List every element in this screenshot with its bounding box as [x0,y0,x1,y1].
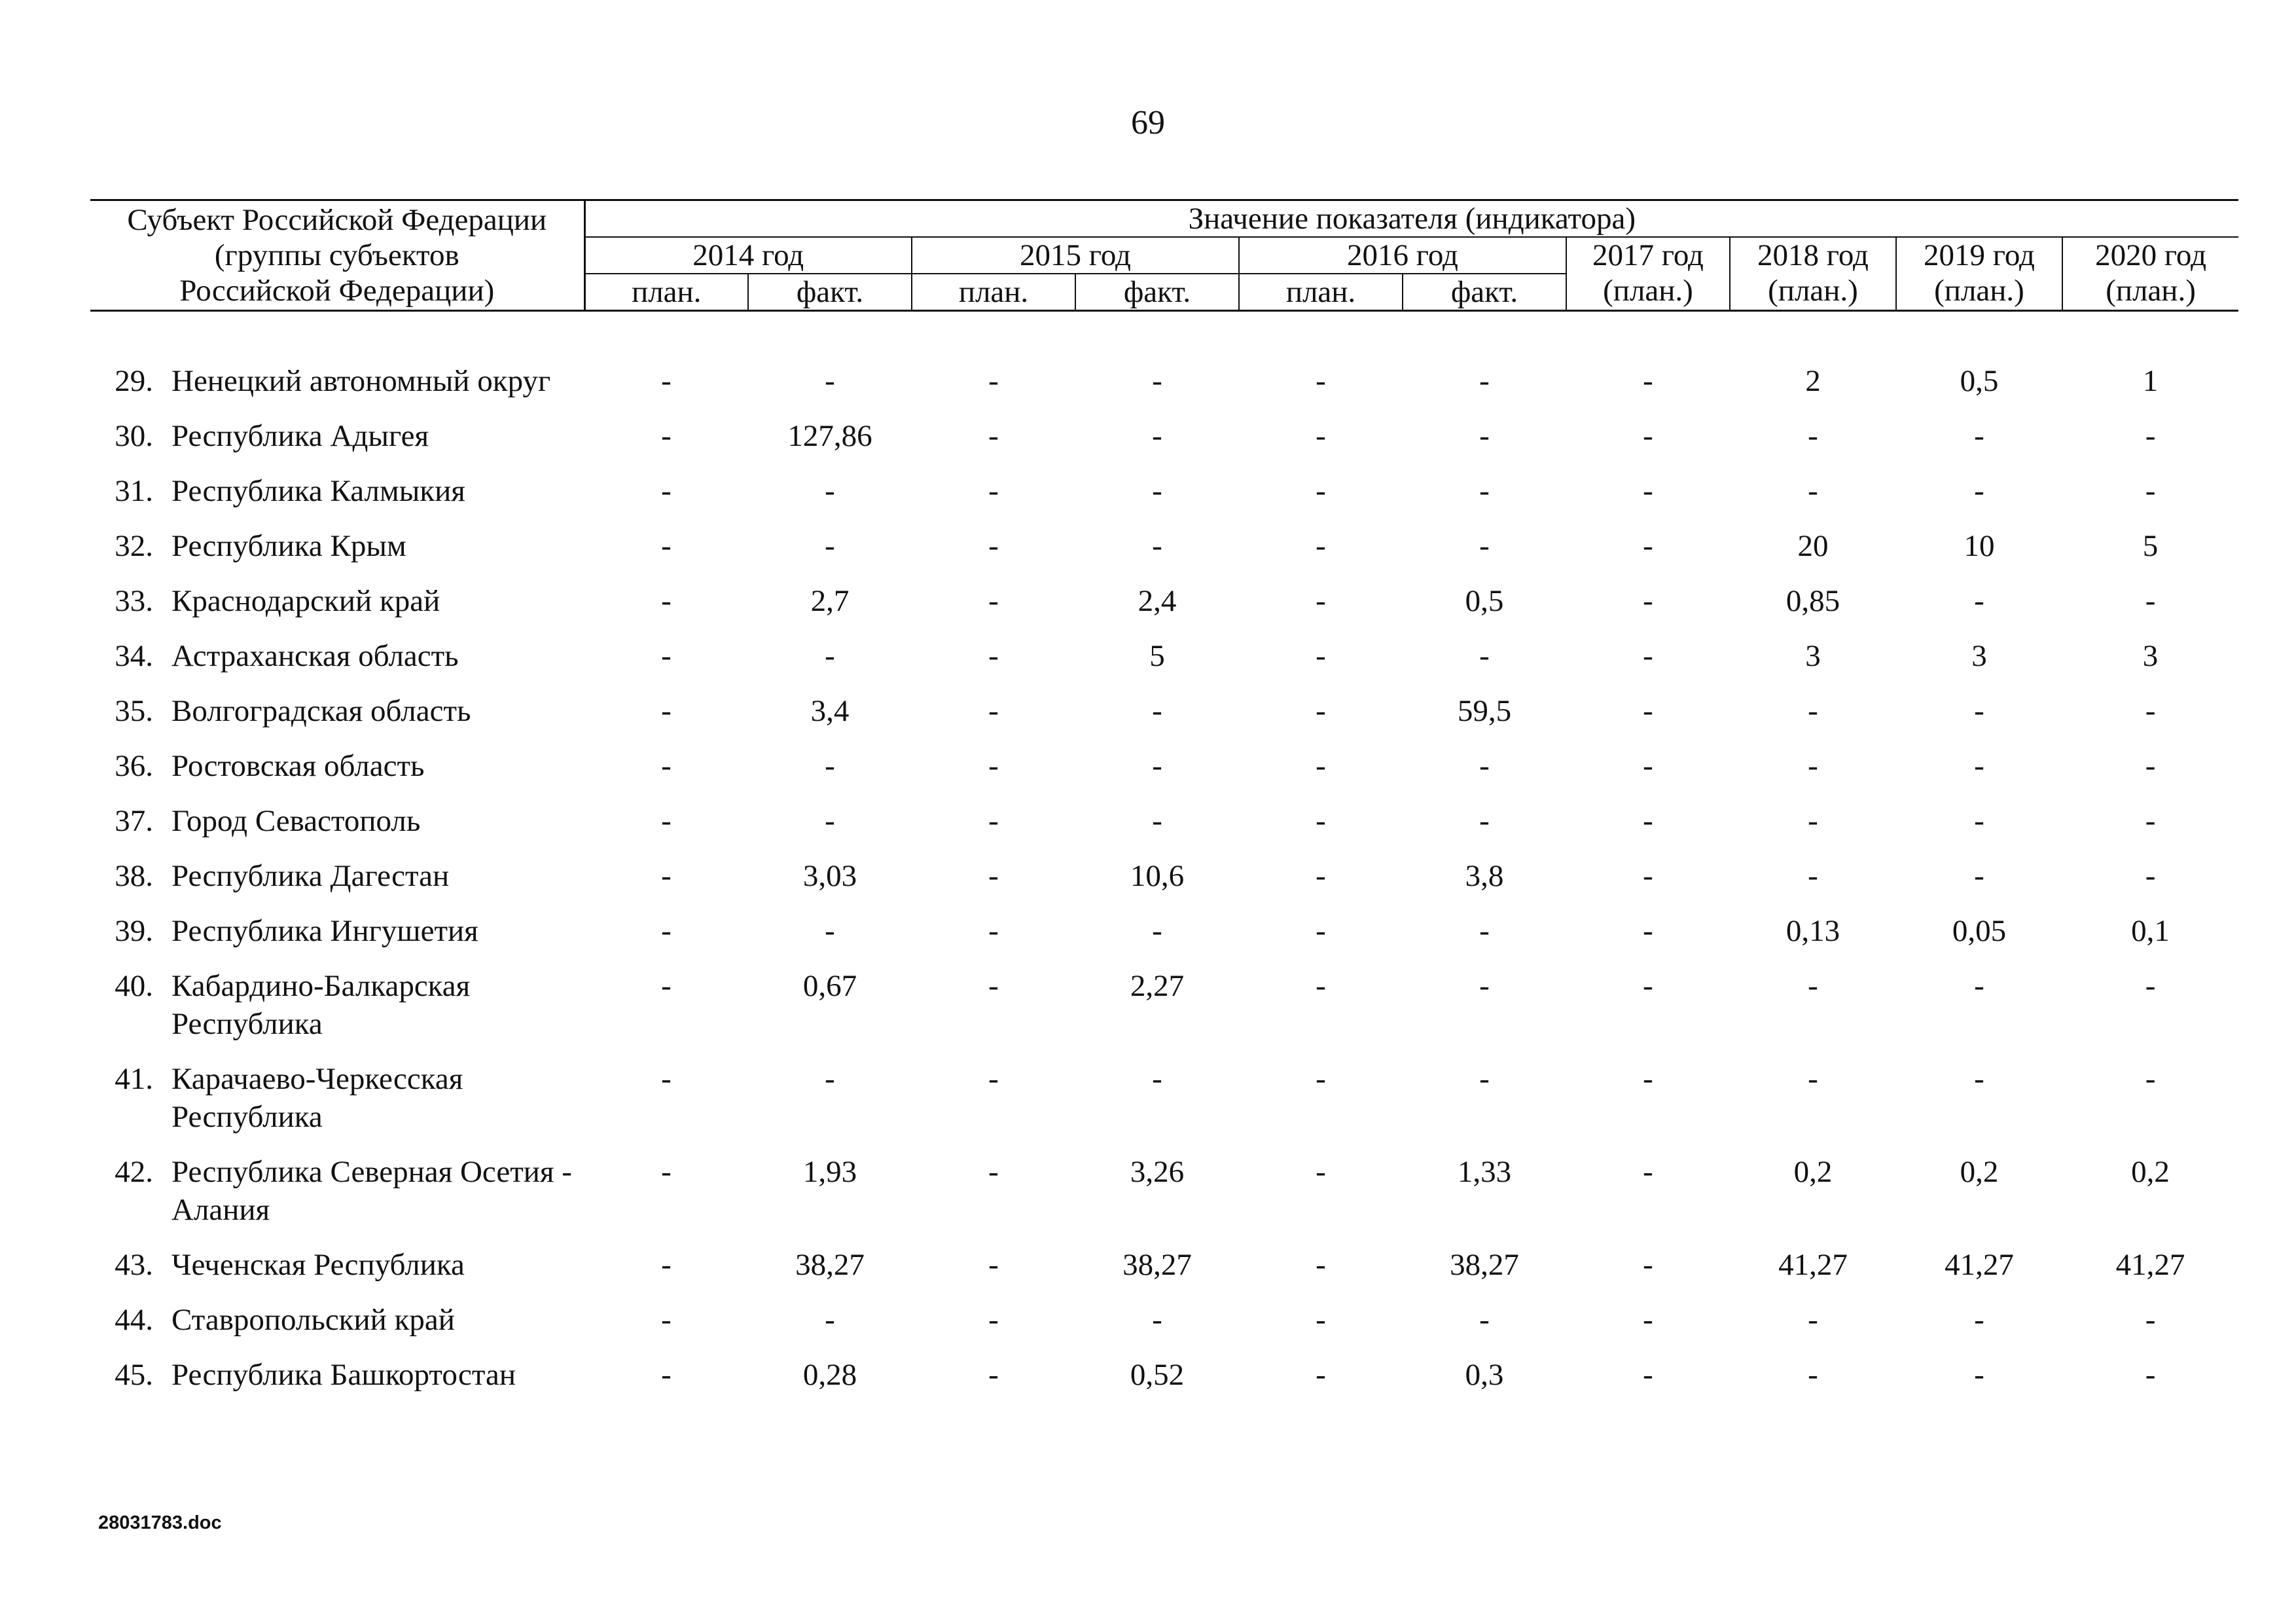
table-row [90,629,2238,684]
value-cell: 10 [1964,529,1995,563]
value-cell: - [1974,474,1984,508]
value-cell: - [661,969,672,1003]
region-name: Волгоградская область [171,694,471,728]
table-row [90,958,2238,1051]
value-cell: - [1316,1248,1326,1282]
value-cell: - [1316,749,1326,783]
year-label-2018: 2018 год [1757,238,1869,272]
row-number: 35. [115,694,153,728]
value-cell: - [661,584,672,618]
value-cell: - [1643,529,1653,563]
row-number: 36. [115,749,153,783]
row-number: 32. [115,529,153,563]
value-cell: - [1808,1303,1818,1337]
table-row [90,464,2238,519]
value-cell: 127,86 [787,419,872,453]
row-number: 42. [115,1155,153,1189]
value-cell: - [825,364,835,398]
value-cell: - [1479,639,1490,673]
table-row [90,684,2238,739]
plan-note-2020: (план.) [2106,274,2196,308]
value-cell: 0,1 [2131,914,2170,948]
value-cell: - [2145,969,2156,1003]
value-cell: - [1152,364,1162,398]
year-header-2015: 2015 год [912,237,1239,274]
value-cell: - [1479,1303,1490,1337]
value-cell: - [1152,419,1162,453]
table-row [90,519,2238,574]
value-cell: - [1643,474,1653,508]
value-cell: 0,2 [1960,1155,1999,1189]
value-cell: - [1479,914,1490,948]
value-cell: - [1974,1303,1984,1337]
row-number: 33. [115,584,153,618]
value-cell: - [1643,1062,1653,1096]
value-cell: - [661,1155,672,1189]
page-number: 69 [1131,104,1165,141]
region-name: Чеченская Республика [171,1248,465,1282]
value-cell: - [988,804,999,838]
value-cell: 20 [1797,529,1829,563]
value-cell: 5 [2142,529,2159,563]
value-cell: - [2145,1062,2156,1096]
value-cell: - [1479,969,1490,1003]
subject-header-line2: (группы субъектов [214,238,459,272]
table-row [90,574,2238,629]
value-cell: - [988,584,999,618]
value-cell: 0,5 [1960,364,1999,398]
year-label-2019: 2019 год [1924,238,2035,272]
value-cell: - [2145,474,2156,508]
value-cell: 3 [1971,639,1987,673]
value-cell: - [1479,529,1490,563]
value-cell: - [1479,419,1490,453]
value-cell: - [1316,1358,1326,1392]
value-cell: - [1643,914,1653,948]
value-cell: - [1152,804,1162,838]
row-number: 38. [115,859,153,893]
value-cell: - [1974,969,1984,1003]
value-cell: - [2145,1303,2156,1337]
table-row [90,1051,2238,1144]
value-cell: - [988,969,999,1003]
value-cell: - [661,1303,672,1337]
subject-column-header [90,200,584,311]
region-name: Ставропольский край [171,1303,455,1337]
value-cell: - [988,694,999,728]
value-cell: - [1316,694,1326,728]
value-cell: - [661,529,672,563]
row-number: 39. [115,914,153,948]
row-number: 43. [115,1248,153,1282]
value-cell: - [1974,749,1984,783]
region-name: Республика Крым [171,529,406,563]
value-cell: - [1316,1062,1326,1096]
value-cell: - [2145,419,2156,453]
value-cell: 2,7 [810,584,850,618]
value-cell: 3 [2142,639,2159,673]
value-cell: - [1643,694,1653,728]
value-cell: - [825,474,835,508]
value-cell: - [1479,804,1490,838]
value-cell: - [1808,419,1818,453]
indicator-table [90,199,2238,1402]
value-cell: 5 [1149,639,1165,673]
value-cell: - [2145,859,2156,893]
region-name: Астраханская область [171,639,459,673]
table-row [90,1292,2238,1347]
value-cell: - [661,1062,672,1096]
value-cell: - [1316,1155,1326,1189]
region-name: Карачаево-Черкесская Республика [171,1062,463,1134]
value-cell: 0,2 [2131,1155,2170,1189]
value-cell: - [1152,694,1162,728]
value-cell: - [1974,859,1984,893]
value-cell: - [2145,804,2156,838]
value-cell: - [1479,1062,1490,1096]
value-cell: - [1974,804,1984,838]
table-row [90,739,2238,793]
value-cell: - [1152,474,1162,508]
document-id: 28031783.doc [98,1512,222,1533]
value-cell: - [661,639,672,673]
plan-note-2018: (план.) [1768,274,1858,308]
plan-note-2017: (план.) [1603,274,1693,308]
value-cell: - [661,364,672,398]
value-cell: 0,3 [1465,1358,1504,1392]
value-cell: - [1643,1358,1653,1392]
value-cell: - [1808,859,1818,893]
value-cell: - [1316,529,1326,563]
value-cell: - [1643,584,1653,618]
row-number: 37. [115,804,153,838]
table-header [90,200,2238,311]
value-cell: - [661,694,672,728]
value-cell: - [988,914,999,948]
value-cell: - [1479,474,1490,508]
value-cell: - [1974,1062,1984,1096]
subject-header-line1: Субъект Российской Федерации [127,203,547,237]
region-name: Ненецкий автономный округ [171,364,551,398]
value-cell: - [1643,1155,1653,1189]
value-cell: 3,4 [810,694,850,728]
value-cell: - [661,1248,672,1282]
value-cell: 0,2 [1793,1155,1833,1189]
value-cell: - [1808,1062,1818,1096]
value-cell: 0,13 [1785,914,1840,948]
region-name: Город Севастополь [171,804,421,838]
value-cell: 41,27 [1945,1248,2014,1282]
value-cell: - [1316,364,1326,398]
value-cell: 38,27 [795,1248,865,1282]
value-cell: 3,26 [1130,1155,1185,1189]
year-header-2019 [1896,237,2062,311]
region-name: Республика Ингушетия [171,914,478,948]
value-cell: 38,27 [1122,1248,1192,1282]
region-name: Республика Адыгея [171,419,429,453]
table-row [90,903,2238,958]
value-cell: - [1643,749,1653,783]
value-cell: - [1808,969,1818,1003]
value-cell: - [661,859,672,893]
table-row [90,1237,2238,1292]
value-cell: - [1152,1062,1162,1096]
value-cell: - [1316,1303,1326,1337]
row-number: 41. [115,1062,153,1096]
value-cell: - [1974,1358,1984,1392]
value-cell: - [1643,364,1653,398]
value-cell: 2,4 [1138,584,1177,618]
value-cell: - [988,1062,999,1096]
value-cell: - [1643,859,1653,893]
value-cell: 1,33 [1457,1155,1512,1189]
value-cell: - [1152,749,1162,783]
table-body [90,311,2238,1403]
value-cell: - [2145,749,2156,783]
value-cell: - [2145,584,2156,618]
value-cell: - [1643,804,1653,838]
value-cell: - [1643,969,1653,1003]
region-name: Ростовская область [171,749,425,783]
value-cell: - [1316,419,1326,453]
value-cell: 0,67 [802,969,857,1003]
value-cell: - [1152,914,1162,948]
row-number: 29. [115,364,153,398]
table-row [90,1144,2238,1237]
value-cell: - [1316,969,1326,1003]
value-cell: - [2145,694,2156,728]
value-cell: 38,27 [1450,1248,1519,1282]
table-row [90,793,2238,848]
subheader-fact-2014: факт. [748,274,912,311]
value-cell: - [1316,804,1326,838]
value-cell: - [1479,364,1490,398]
value-cell: - [988,529,999,563]
value-cell: 1,93 [802,1155,857,1189]
region-name: Республика Башкортостан [171,1358,516,1392]
value-cell: - [988,1155,999,1189]
value-cell: - [661,474,672,508]
value-cell: - [1808,694,1818,728]
value-cell: - [1643,639,1653,673]
table-row [90,1347,2238,1402]
year-label-2020: 2020 год [2095,238,2206,272]
value-cell: - [988,419,999,453]
value-cell: - [988,749,999,783]
row-number: 34. [115,639,153,673]
subheader-plan-2015: план. [912,274,1075,311]
value-cell: - [1808,474,1818,508]
value-cell: - [1808,804,1818,838]
value-cell: - [661,749,672,783]
value-cell: - [825,1062,835,1096]
value-cell: - [661,804,672,838]
plan-note-2019: (план.) [1934,274,2024,308]
value-cell: - [661,419,672,453]
region-name: Краснодарский край [171,584,440,618]
subheader-plan-2014: план. [584,274,748,311]
value-cell: - [988,1303,999,1337]
region-name: Кабардино-Балкарская Республика [171,969,471,1041]
value-cell: - [1974,419,1984,453]
row-number: 30. [115,419,153,453]
value-cell: - [1974,584,1984,618]
value-cell: - [988,1248,999,1282]
value-cell: - [1316,474,1326,508]
value-cell: 0,05 [1952,914,2007,948]
region-name: Республика Калмыкия [171,474,465,508]
subheader-plan-2016: план. [1239,274,1403,311]
value-cell: 0,52 [1130,1358,1185,1392]
value-cell: - [988,639,999,673]
value-cell: 1 [2142,364,2159,398]
value-cell: - [825,1303,835,1337]
row-number: 45. [115,1358,153,1392]
year-header-2016: 2016 год [1239,237,1566,274]
value-cell: - [1316,639,1326,673]
value-cell: - [1316,859,1326,893]
value-cell: 3,8 [1465,859,1504,893]
subheader-fact-2016: факт. [1403,274,1566,311]
year-header-2014: 2014 год [584,237,912,274]
value-cell: 41,27 [2115,1248,2185,1282]
row-number: 31. [115,474,153,508]
value-cell: - [1479,749,1490,783]
value-cell: - [1643,1303,1653,1337]
value-cell: - [825,804,835,838]
value-cell: 0,28 [802,1358,857,1392]
year-header-2020 [2062,237,2238,311]
region-name: Республика Дагестан [171,859,450,893]
subject-header-line3: Российской Федерации) [179,274,495,308]
value-cell: 3,03 [802,859,857,893]
row-number: 40. [115,969,153,1003]
value-cell: - [988,474,999,508]
value-cell: 10,6 [1130,859,1185,893]
value-cell: - [1316,914,1326,948]
value-cell: 3 [1805,639,1821,673]
value-cell: - [988,1358,999,1392]
value-cell: - [825,529,835,563]
value-cell: - [825,914,835,948]
subheader-fact-2015: факт. [1075,274,1239,311]
value-cell: 0,85 [1785,584,1840,618]
indicator-header: Значение показателя (индикатора) [584,200,2238,238]
value-cell: - [1152,1303,1162,1337]
value-cell: - [1974,694,1984,728]
table-row [90,409,2238,464]
value-cell: - [1643,419,1653,453]
value-cell: - [988,364,999,398]
value-cell: - [661,1358,672,1392]
year-header-2018 [1730,237,1896,311]
value-cell: - [661,914,672,948]
value-cell: - [825,749,835,783]
table-row [90,354,2238,409]
value-cell: - [1316,584,1326,618]
value-cell: - [2145,1358,2156,1392]
table-row [90,848,2238,903]
value-cell: 59,5 [1457,694,1512,728]
value-cell: - [1643,1248,1653,1282]
region-name: Республика Северная Осетия - Алания [171,1155,572,1227]
row-number: 44. [115,1303,153,1337]
year-label-2017: 2017 год [1592,238,1704,272]
value-cell: - [1152,529,1162,563]
value-cell: 41,27 [1778,1248,1848,1282]
value-cell: 2,27 [1130,969,1185,1003]
value-cell: - [1808,749,1818,783]
value-cell: 0,5 [1465,584,1504,618]
year-header-2017 [1566,237,1730,311]
value-cell: - [1808,1358,1818,1392]
header-spacer [90,311,2238,354]
value-cell: 2 [1805,364,1821,398]
value-cell: - [988,859,999,893]
value-cell: - [825,639,835,673]
